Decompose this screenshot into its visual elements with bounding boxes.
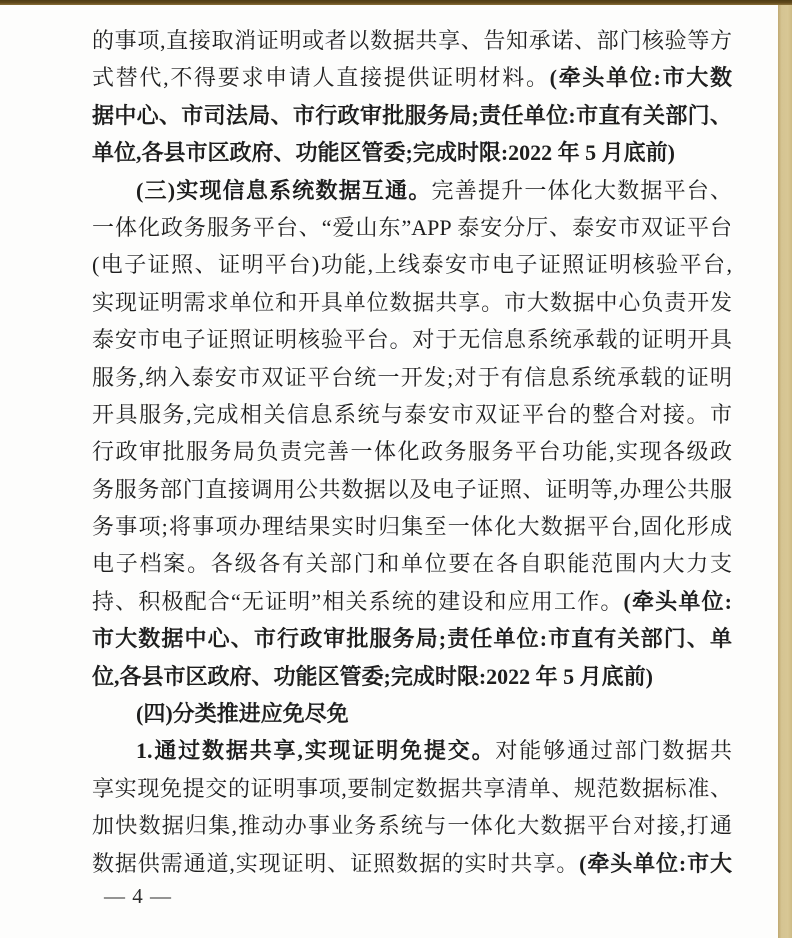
page-number: — 4 —: [104, 884, 172, 908]
bold-text-run: (牵头单位:: [623, 588, 732, 614]
text-line: [92, 321, 732, 358]
text-line: [92, 807, 732, 844]
text-run: 开具服务,完成相关信息系统与泰安市双证平台的整合对接。市: [92, 401, 732, 427]
bold-text-run: (牵头单位:市大数: [549, 65, 732, 91]
bold-text-run: (四)分类推进应免尽免: [136, 701, 349, 727]
text-run: 务服务部门直接调用公共数据以及电子证照、证明等,办理公共服: [92, 476, 732, 502]
text-run: (电子证照、证明平台)功能,上线泰安市电子证照证明核验平台,: [92, 252, 732, 278]
text-run: 数据供需通道,实现证明、证照数据的实时共享。: [92, 850, 580, 876]
text-run: 持、积极配合“无证明”相关系统的建设和应用工作。: [92, 588, 624, 614]
text-line: [92, 583, 732, 620]
text-line: [92, 770, 732, 807]
text-line: [92, 508, 732, 545]
text-run: 服务,纳入泰安市双证平台统一开发;对于有信息系统承载的证明: [92, 364, 732, 390]
bold-text-run: 市大数据中心、市行政审批服务局;责任单位:市直有关部门、单: [92, 626, 732, 652]
text-run: 务事项;将事项办理结果实时归集至一体化大数据平台,固化形成: [92, 514, 732, 540]
text-line: [92, 172, 732, 209]
text-line: [92, 284, 732, 321]
text-line: [92, 845, 732, 882]
text-run: 泰安市电子证照证明核验平台。对于无信息系统承载的证明开具: [92, 327, 732, 353]
text-line: [92, 97, 732, 134]
text-run: 完善提升一体化大数据平台、: [431, 177, 732, 203]
bold-text-run: 1.通过数据共享,实现证明免提交。: [136, 738, 496, 764]
text-run: 实现证明需求单位和开具单位数据共享。市大数据中心负责开发: [92, 289, 732, 315]
bold-text-run: 位,各县市区政府、功能区管委;完成时限:2022 年 5 月底前): [92, 663, 653, 689]
text-line: [92, 620, 732, 657]
text-line: [92, 396, 732, 433]
text-line: [92, 471, 732, 508]
text-line: [92, 22, 732, 59]
text-line: [92, 433, 732, 470]
text-run: 享实现免提交的证明事项,要制定数据共享清单、规范数据标准、: [92, 775, 732, 801]
scan-top-edge: [0, 0, 792, 5]
text-line: [92, 246, 732, 283]
text-line: [92, 59, 732, 96]
bold-text-run: 据中心、市司法局、市行政审批服务局;责任单位:市直有关部门、: [92, 102, 732, 128]
bold-text-run: (牵头单位:市大: [579, 850, 732, 876]
scan-right-edge: [778, 4, 792, 938]
text-line: [92, 658, 732, 695]
bold-text-run: 单位,各县市区政府、功能区管委;完成时限:2022 年 5 月底前): [92, 140, 675, 166]
text-line: [92, 545, 732, 582]
text-run: 的事项,直接取消证明或者以数据共享、告知承诺、部门核验等方: [92, 28, 732, 53]
text-run: 电子档案。各级各有关部门和单位要在各自职能范围内大力支: [92, 551, 732, 577]
text-line: [92, 209, 732, 246]
text-line: [92, 732, 732, 769]
text-run: 式替代,不得要求申请人直接提供证明材料。: [92, 65, 550, 91]
text-run: 加快数据归集,推动办事业务系统与一体化大数据平台对接,打通: [92, 813, 732, 839]
text-run: 一体化政务服务平台、“爱山东”APP 泰安分厅、泰安市双证平台: [92, 214, 732, 240]
text-run: 行政审批服务局负责完善一体化政务服务平台功能,实现各级政: [92, 439, 732, 465]
bold-text-run: (三)实现信息系统数据互通。: [136, 177, 432, 203]
text-run: 对能够通过部门数据共: [495, 738, 732, 764]
document-body: [92, 22, 732, 882]
text-line: [92, 134, 732, 171]
text-line: [92, 359, 732, 396]
text-line: [92, 695, 732, 732]
